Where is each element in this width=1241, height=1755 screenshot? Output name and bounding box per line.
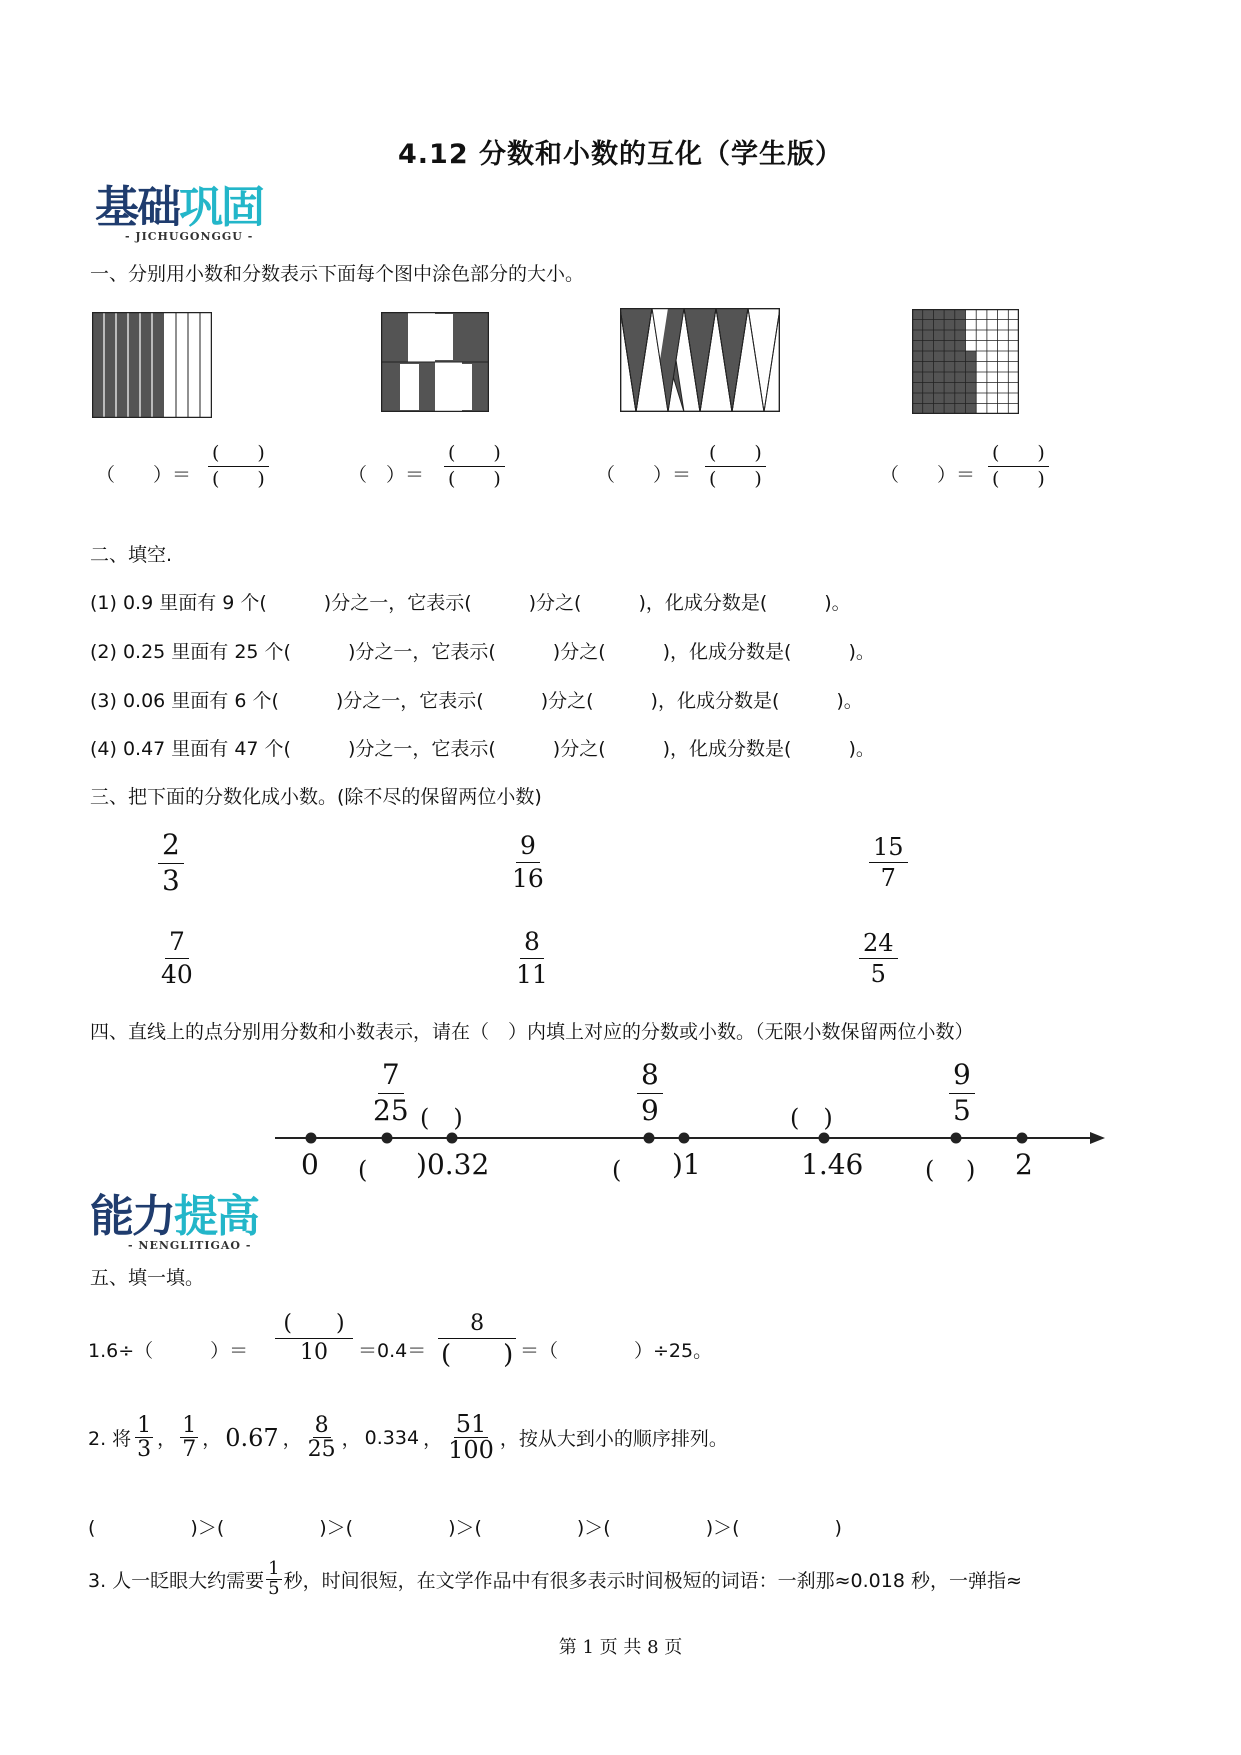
q4-point-2 [1017, 1133, 1028, 1144]
q4-point-1 [679, 1133, 690, 1144]
q4-point-9-5 [951, 1133, 962, 1144]
q1-answer-4 [880, 460, 975, 487]
q3-fraction-1: 2 3 [158, 830, 184, 897]
q1-figure-3 [620, 308, 780, 412]
q2-item-4[interactable]: (4) 0.47 里面有 47 个( )分之一，它表示( )分之( )，化成分数是( )。 [90, 738, 875, 760]
q3-fraction-2: 9 16 [512, 831, 544, 893]
badge-advanced-sub: - NENGLITIGAO - [128, 1239, 252, 1252]
q4-bottom-blank-2[interactable]: ( [612, 1156, 646, 1184]
q4-number-line [270, 1128, 1110, 1148]
badge-basic-b: 巩固 [179, 182, 263, 233]
section-badge-advanced [90, 1191, 290, 1252]
q3-fraction-4: 7 40 [161, 927, 193, 989]
q1-decimal-blank-3[interactable]: （ ）＝ [596, 464, 692, 486]
q5-heading: 五、填一填。 [90, 1267, 205, 1289]
q4-label-one: )1 [672, 1148, 701, 1181]
q3-fraction-5: 8 11 [516, 927, 548, 989]
q5-item1-b: ＝0.4＝ [358, 1340, 427, 1362]
page-title: 4.12 分数和小数的互化（学生版） [397, 139, 844, 170]
badge-basic-sub: - JICHUGONGGU - [125, 230, 254, 243]
q4-top-fraction-2: 8 9 [637, 1060, 663, 1127]
q2-item-1[interactable]: (1) 0.9 里面有 9 个( )分之一，它表示( )分之( )，化成分数是( )。 [90, 592, 851, 614]
q1-figure-4 [912, 309, 1019, 414]
badge-advanced-a: 能力 [90, 1191, 174, 1242]
q5-item1-frac1[interactable]: ( ) 10 [275, 1312, 353, 1365]
q1-fraction-blank-2[interactable]: ( ) ( ) [444, 443, 505, 490]
q5-item3: 3. 人一眨眼大约需要 1 5 秒，时间很短，在文学作品中有很多表示时间极短的词语：一刹那≈0.018 秒，一弹指≈ [88, 1558, 1022, 1599]
q1-decimal-blank-2[interactable]: （ ）＝ [348, 464, 425, 486]
q3-fraction-6: 24 5 [859, 930, 898, 988]
q4-point-1-46 [819, 1133, 830, 1144]
q3-heading: 三、把下面的分数化成小数。(除不尽的保留两位小数) [90, 786, 542, 808]
q1-fraction-blank-3[interactable]: ( ) ( ) [705, 443, 766, 490]
q1-fraction-blank-1[interactable]: ( ) ( ) [208, 443, 269, 490]
q5-item1-c[interactable]: ＝（ ）÷25。 [520, 1340, 713, 1362]
q4-point-0 [306, 1133, 317, 1144]
q4-label-146: 1.46 [801, 1148, 864, 1181]
q2-heading: 二、填空. [90, 544, 173, 566]
q4-label-zero: 0 [301, 1148, 319, 1181]
q2-item-3[interactable]: (3) 0.06 里面有 6 个( )分之一，它表示( )分之( )，化成分数是( )。 [90, 690, 863, 712]
section-badge-basic [95, 182, 285, 243]
q1-answer-2 [348, 460, 424, 487]
q4-point-0-32 [447, 1133, 458, 1144]
q1-figure-2 [381, 312, 489, 412]
q4-top-fraction-3: 9 5 [949, 1060, 975, 1127]
q5-item1-a[interactable]: 1.6÷（ ）＝ [88, 1340, 249, 1362]
q3-fraction-3: 15 7 [869, 834, 908, 892]
page-footer: 第 1 页 共 8 页 [558, 1637, 683, 1658]
badge-basic-a: 基础 [95, 182, 179, 233]
q1-heading: 一、分别用小数和分数表示下面每个图中涂色部分的大小。 [90, 263, 585, 285]
q4-point-7-25 [382, 1133, 393, 1144]
q5-item2: 2. 将 1 3 ， 1 7 ， 0.67 ， 8 25 ， 0.334 ， 51 100 ，按从大到小的顺序排列。 [88, 1410, 728, 1465]
q1-answer-3 [596, 460, 691, 487]
badge-advanced-b: 提高 [174, 1191, 258, 1242]
q5-item1-frac2[interactable]: 8 ( ) [437, 1312, 517, 1370]
q1-answer-1 [96, 460, 191, 487]
q4-bottom-blank-3[interactable]: ( ) [925, 1156, 976, 1184]
q4-point-8-9 [644, 1133, 655, 1144]
q4-top-fraction-1: 7 25 [373, 1058, 409, 1127]
q4-top-blank-1[interactable]: ( ) [420, 1104, 463, 1132]
q4-bottom-blank-1[interactable]: ( [358, 1156, 392, 1184]
q4-top-blank-2[interactable]: ( ) [790, 1104, 833, 1132]
q2-item-2[interactable]: (2) 0.25 里面有 25 个( )分之一，它表示( )分之( )，化成分数是( )。 [90, 641, 875, 663]
q5-order-line[interactable]: ( )＞( )＞( )＞( )＞( )＞( ) [88, 1517, 842, 1539]
q4-label-032: )0.32 [416, 1148, 490, 1181]
q4-heading: 四、直线上的点分别用分数和小数表示，请在（ ）内填上对应的分数或小数。（无限小数保留两位小数） [90, 1021, 974, 1043]
q4-label-two: 2 [1015, 1148, 1033, 1181]
q1-decimal-blank-4[interactable]: （ ）＝ [880, 464, 976, 486]
q1-fraction-blank-4[interactable]: ( ) ( ) [988, 443, 1049, 490]
q1-figure-1 [92, 312, 212, 418]
q1-decimal-blank-1[interactable]: （ ）＝ [96, 464, 192, 486]
